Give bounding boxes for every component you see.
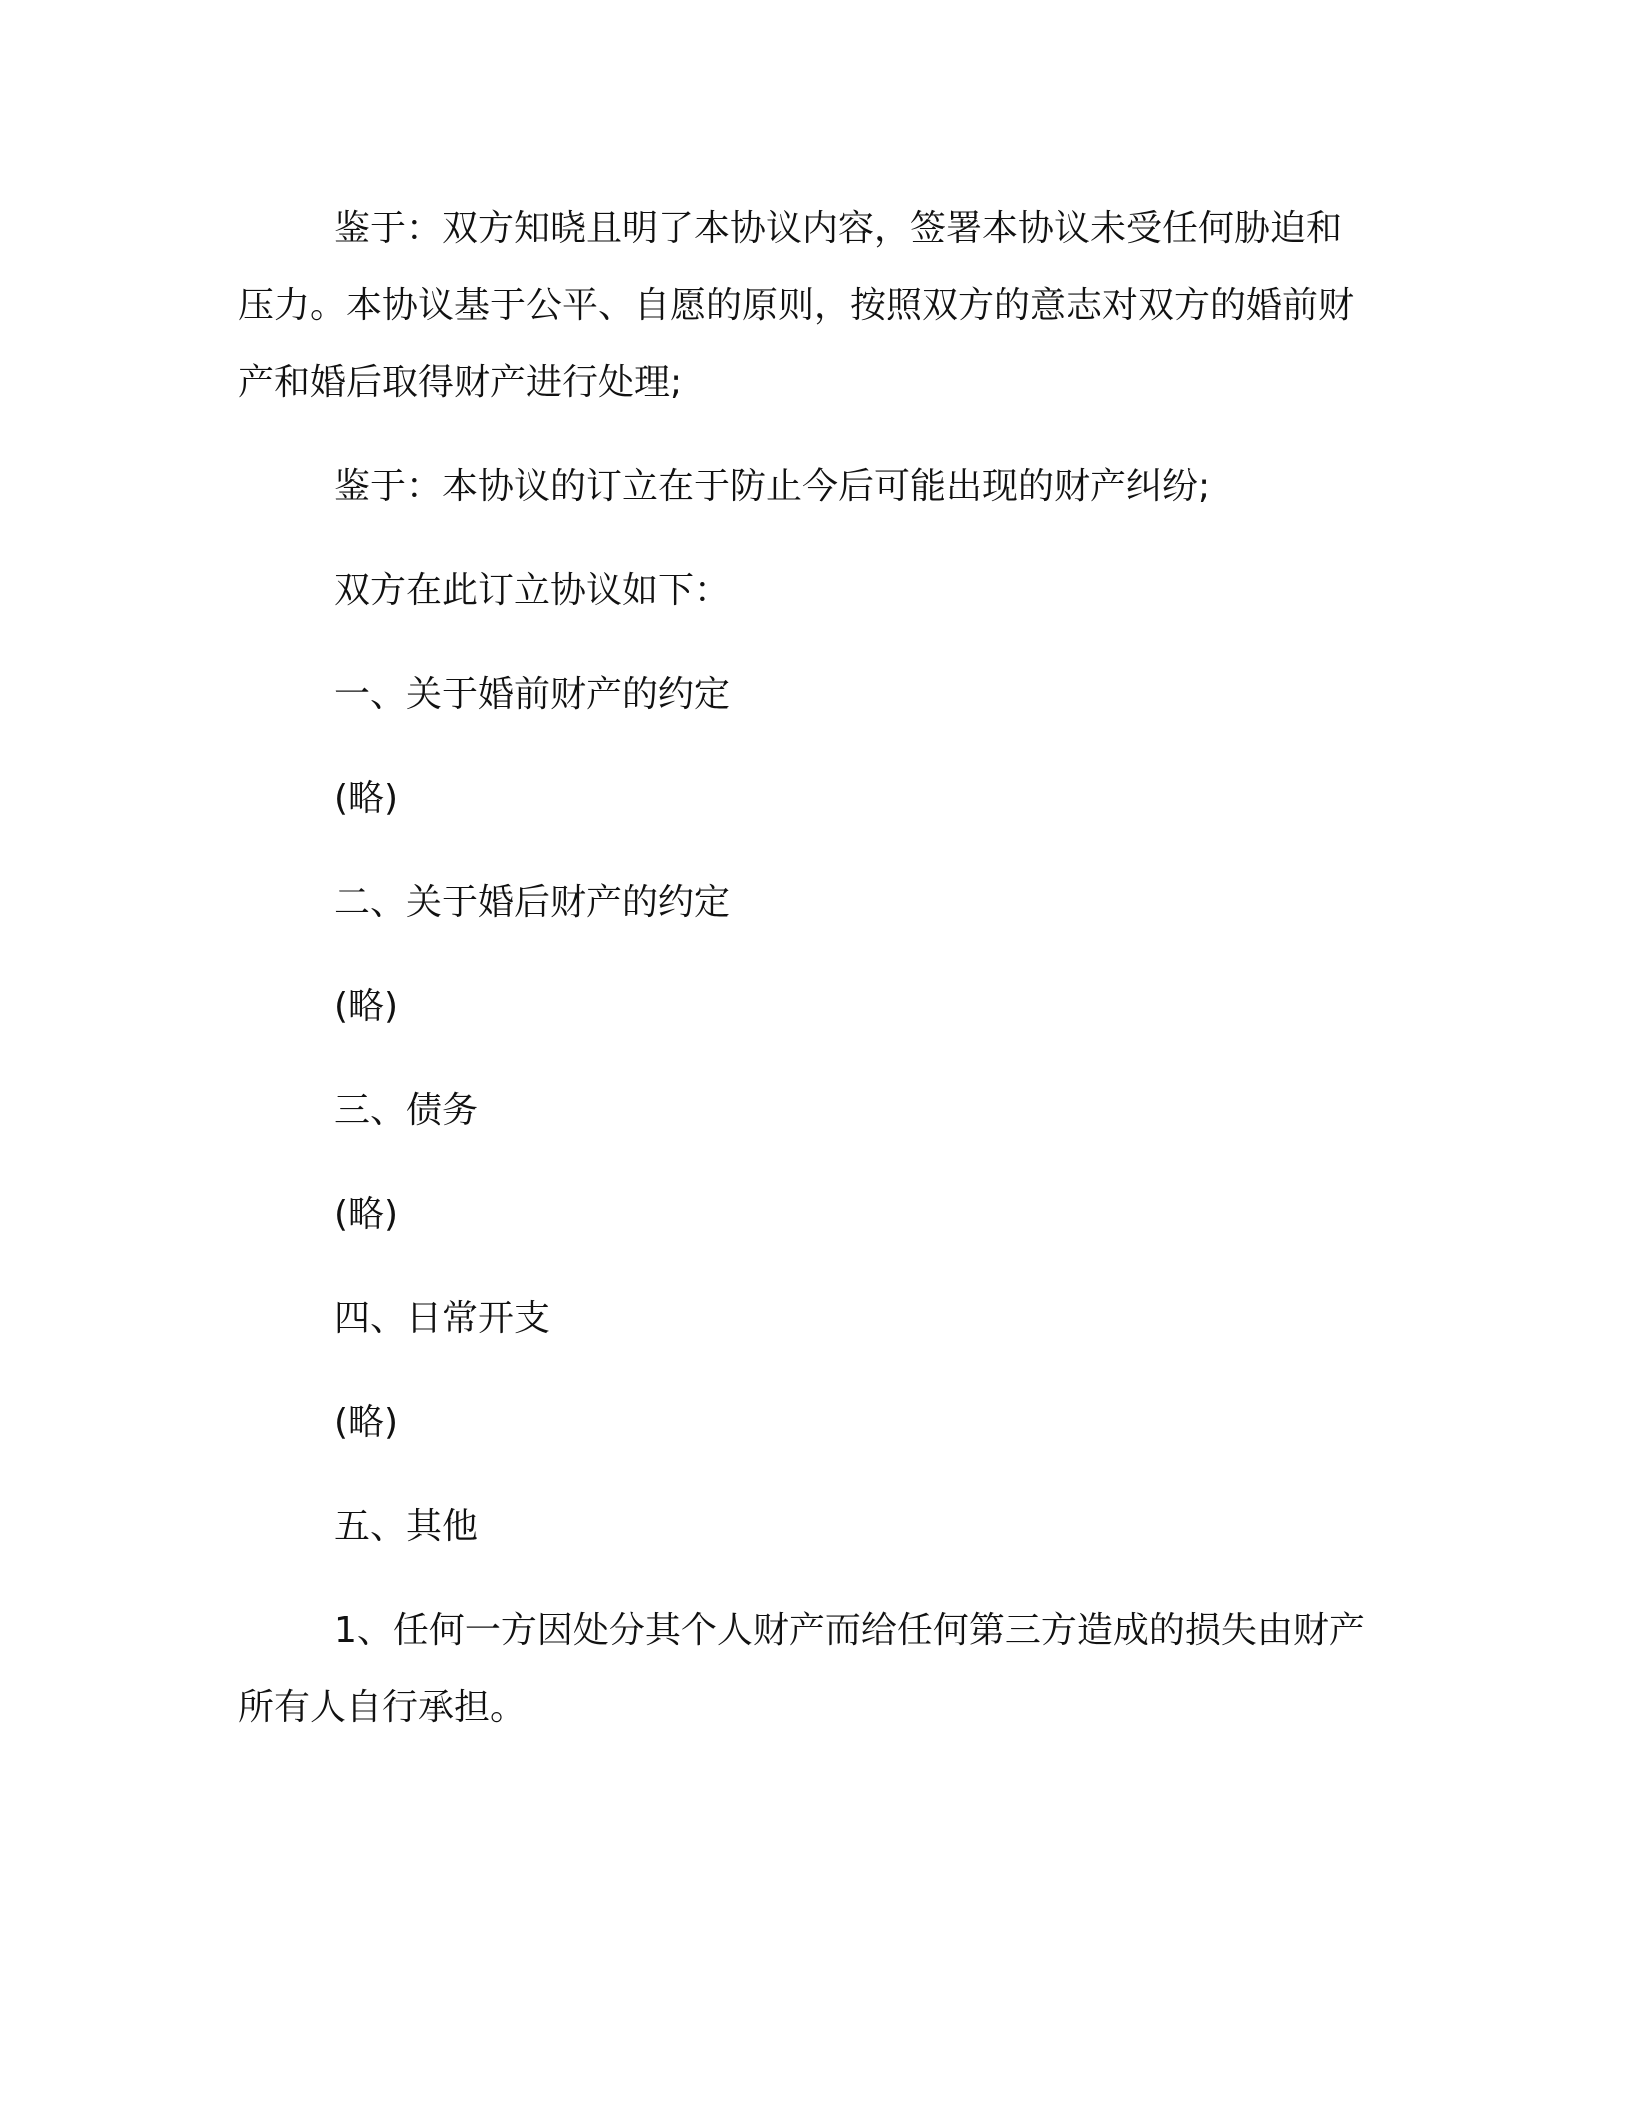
section-omitted-4: (略) — [334, 1402, 399, 1443]
recital-paragraph-1: 鉴于：双方知晓且明了本协议内容，签署本协议未受任何胁迫和压力。本协议基于公平、自愿的原则，按照双方的意志对双方的婚前财产和婚后取得财产进行处理; — [238, 208, 1355, 403]
section-heading-debts: 三、债务 — [334, 1090, 479, 1131]
section-heading-other: 五、其他 — [334, 1506, 479, 1547]
section-omitted-1: (略) — [334, 778, 399, 819]
section-heading-premarital-property: 一、关于婚前财产的约定 — [334, 674, 731, 715]
section-heading-postmarital-property: 二、关于婚后财产的约定 — [334, 882, 731, 923]
other-clause-1: 1、任何一方因处分其个人财产而给任何第三方造成的损失由财产所有人自行承担。 — [238, 1610, 1365, 1728]
section-omitted-2: (略) — [334, 986, 399, 1027]
section-heading-daily-expenses: 四、日常开支 — [334, 1298, 551, 1339]
section-omitted-3: (略) — [334, 1194, 399, 1235]
recital-paragraph-2: 鉴于：本协议的订立在于防止今后可能出现的财产纠纷; — [334, 466, 1211, 507]
document-body — [238, 190, 1370, 1746]
agreement-intro: 双方在此订立协议如下： — [334, 570, 731, 611]
